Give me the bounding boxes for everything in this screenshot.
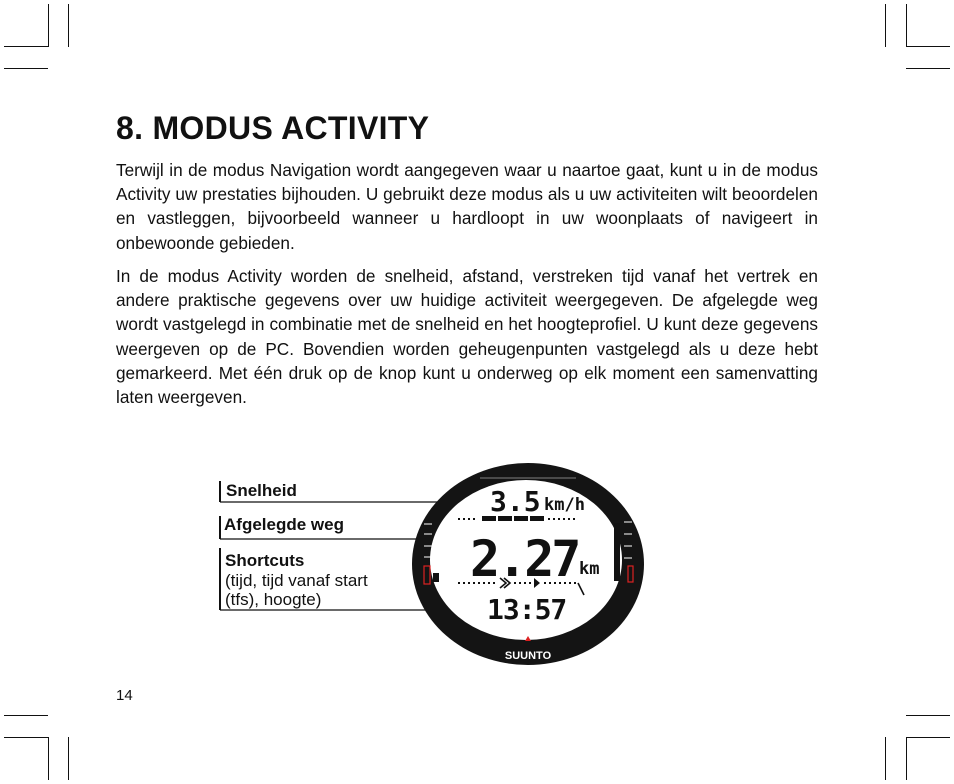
label-shortcuts-line1: (tijd, tijd vanaf start: [225, 571, 368, 590]
brand-logo: SUUNTO: [504, 650, 552, 662]
label-shortcuts-line2: (tfs), hoogte): [225, 590, 322, 609]
page-number: 14: [116, 687, 133, 704]
time-value: 13:57: [487, 593, 567, 626]
label-bracket: [219, 548, 221, 610]
page-title: 8. MODUS ACTIVITY: [116, 110, 430, 146]
label-distance: Afgelegde weg: [224, 515, 344, 534]
distance-unit: km: [579, 559, 600, 579]
screen-bar-right: [614, 523, 620, 581]
screen-marker-left: [433, 573, 439, 582]
label-bracket: [219, 516, 221, 539]
paragraph-intro: Terwijl in de modus Navigation wordt aangegeven waar u naartoe gaat, kunt u in de modus Activity uw prestaties bijhouden. U gebruikt deze modus als u uw activiteiten wilt beoordelen en vastleggen, bijvoorbeeld wanneer u hardloopt in uw woonplaats of navigeert in onbewoonde gebieden.: [116, 160, 818, 253]
distance-value: 2.27: [470, 530, 579, 588]
label-speed: Snelheid: [226, 481, 297, 500]
speed-unit: km/h: [544, 495, 585, 515]
paragraph-details: In de modus Activity worden de snelheid, afstand, verstreken tijd vanaf het vertrek en andere praktische gegevens over uw huidige activiteit weergegeven. De afgelegde weg wordt vastgelegd in combinatie met de snelheid en het hoogteprofiel. U kunt deze gegevens weergeven op de PC. Bovendien worden geheugenpunten vastgelegd als u deze hebt gemarkeerd. Met één druk op de knop kunt u onderweg op elk moment een samenvatting laten weergeven.: [116, 266, 818, 408]
label-shortcuts-title: Shortcuts: [225, 551, 305, 570]
speed-value: 3.5: [490, 485, 541, 518]
label-bracket: [219, 481, 221, 502]
